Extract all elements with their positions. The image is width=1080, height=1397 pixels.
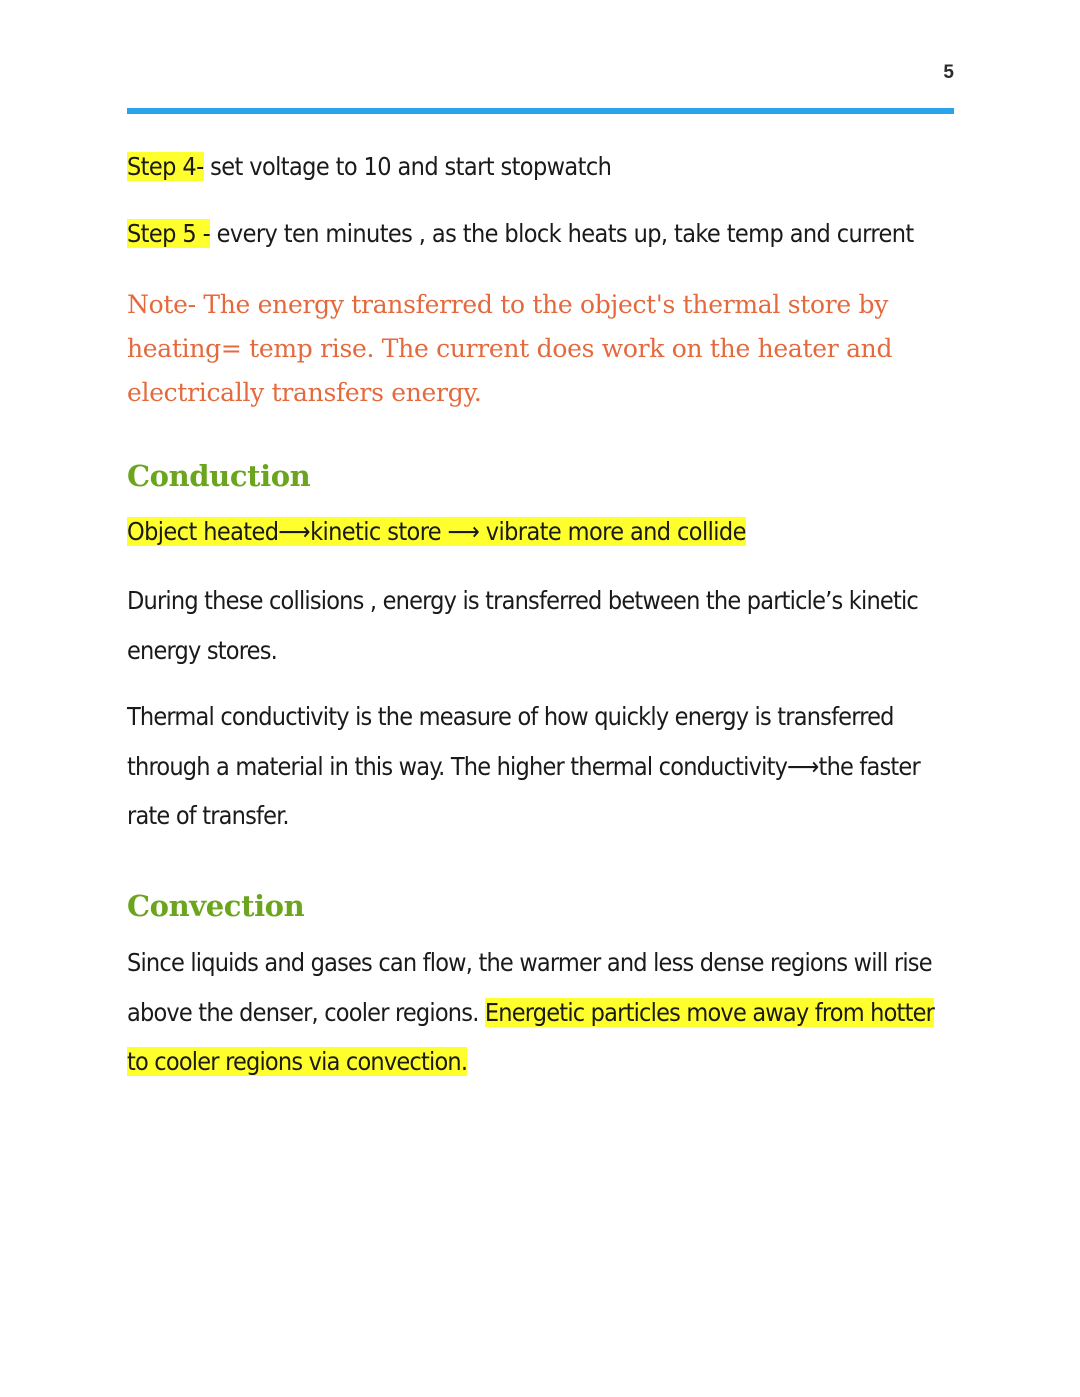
convection-paragraph-plain: Since liquids and gases can flow, the warmer and less dense regions will rise above the denser, cooler regions. <box>127 948 932 1027</box>
convection-heading: Convection <box>127 889 305 923</box>
conduction-paragraph-1: During these collisions , energy is transferred between the particle’s kinetic energy stores. <box>127 586 918 665</box>
conduction-highlight: Object heated⟶kinetic store ⟶ vibrate more and collide <box>127 517 746 546</box>
step-4 <box>127 152 611 182</box>
note-text: Note- The energy transferred to the object's thermal store by heating= temp rise. The current does work on the heater and electrically transfers energy. <box>127 290 893 407</box>
conduction-paragraph-2: Thermal conductivity is the measure of how quickly energy is transferred through a material in this way. The higher thermal conductivity⟶the faster rate of transfer. <box>127 702 920 830</box>
convection-paragraph <box>127 938 957 1087</box>
conduction-heading: Conduction <box>127 459 311 493</box>
step-4-label: Step 4- <box>127 152 204 181</box>
step-5-label: Step 5 - <box>127 219 211 248</box>
page-number: 5 <box>943 62 954 83</box>
conduction-highlight-line <box>127 517 746 547</box>
step-5-text: every ten minutes , as the block heats up, take temp and current <box>210 219 914 248</box>
step-5 <box>127 219 914 249</box>
step-4-text: set voltage to 10 and start stopwatch <box>203 152 612 181</box>
convection-paragraph-highlight: Energetic particles move away from hotter to cooler regions via convection. <box>127 997 935 1076</box>
header-rule <box>127 108 954 114</box>
